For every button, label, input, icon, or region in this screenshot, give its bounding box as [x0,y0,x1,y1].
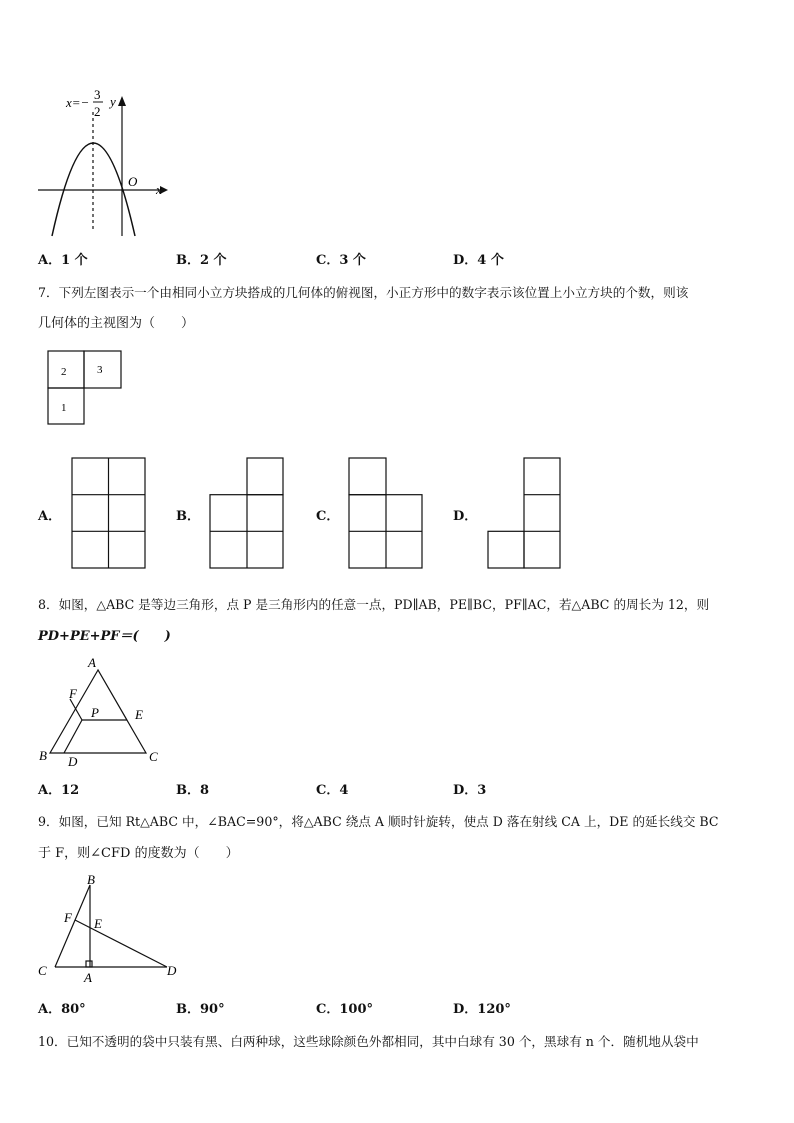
y-axis-label: y [110,94,116,109]
label-c: C [149,749,158,764]
label-e: E [94,916,102,931]
q9-option-d: D．120° [453,1002,511,1017]
q9-option-a: A．80° [38,1002,86,1017]
q6-option-a: A．1 个 [38,253,88,268]
q8-option-a: A．12 [38,783,80,798]
q7-stem-line1: 7．下列左图表示一个由相同小立方块搭成的几何体的俯视图，小正方形中的数字表示该位置上小立方块的个数，则该 [38,285,689,300]
frac-numerator: 3 [94,87,101,102]
q9-option-b: B．90° [176,1002,225,1017]
top-view-num-2: 3 [97,364,103,376]
label-e: E [135,707,143,722]
q8-stem-line2: PD+PE+PF＝( ) [38,629,171,644]
origin-label: O [128,174,138,189]
label-d: D [167,963,177,978]
label-a: A [88,655,96,670]
segment-cb [55,885,90,967]
label-b: B [87,872,95,887]
q6-option-c: C．3 个 [316,253,366,268]
axis-eq-label: x=− [66,95,90,110]
q9-rotation-figure [0,0,200,990]
label-d: D [68,754,78,769]
label-b: B [39,748,47,763]
segment-fd [75,920,167,967]
q7-option-d-label: D． [453,509,478,524]
q8-option-d: D．3 [453,783,487,798]
q9-option-c: C．100° [316,1002,373,1017]
right-angle-mark [86,961,92,967]
q6-option-b: B．2 个 [176,253,227,268]
q7-view-d [488,458,560,568]
q7-view-c [349,458,422,568]
label-f: F [64,910,72,925]
q7-option-c-label: C． [316,509,340,524]
q7-option-b-label: B． [176,509,200,524]
top-view-num-3: 1 [61,402,67,414]
q7-stem-line2: 几何体的主视图为（ ） [38,316,195,331]
q8-stem-line1: 8．如图，△ABC 是等边三角形，点 P 是三角形内的任意一点，PD∥AB，PE∥BC，PF∥AC，若△ABC 的周长为 12，则 [38,597,710,612]
q8-option-b: B．8 [176,783,210,798]
q10-stem-line1: 10．已知不透明的袋中只装有黑、白两种球，这些球除颜色外都相同，其中白球有 30 个，黑球有 n 个．随机地从袋中 [38,1034,699,1049]
frac-denominator: 2 [94,104,101,119]
q9-stem-line1: 9．如图，已知 Rt△ABC 中，∠BAC=90°，将△ABC 绕点 A 顺时针旋转，使点 D 落在射线 CA 上，DE 的延长线交 BC [38,814,719,829]
q7-view-b [210,458,283,568]
q9-stem-line2: 于 F，则∠CFD 的度数为（ ） [38,846,239,861]
label-p: P [91,705,99,720]
label-c: C [38,963,47,978]
x-axis-label: x [156,182,162,197]
q7-option-a-label: A． [38,509,62,524]
label-a: A [84,970,92,985]
label-f: F [69,686,77,701]
q8-option-c: C．4 [316,783,349,798]
top-view-num-1: 2 [61,366,67,378]
q6-option-d: D．4 个 [453,253,504,268]
